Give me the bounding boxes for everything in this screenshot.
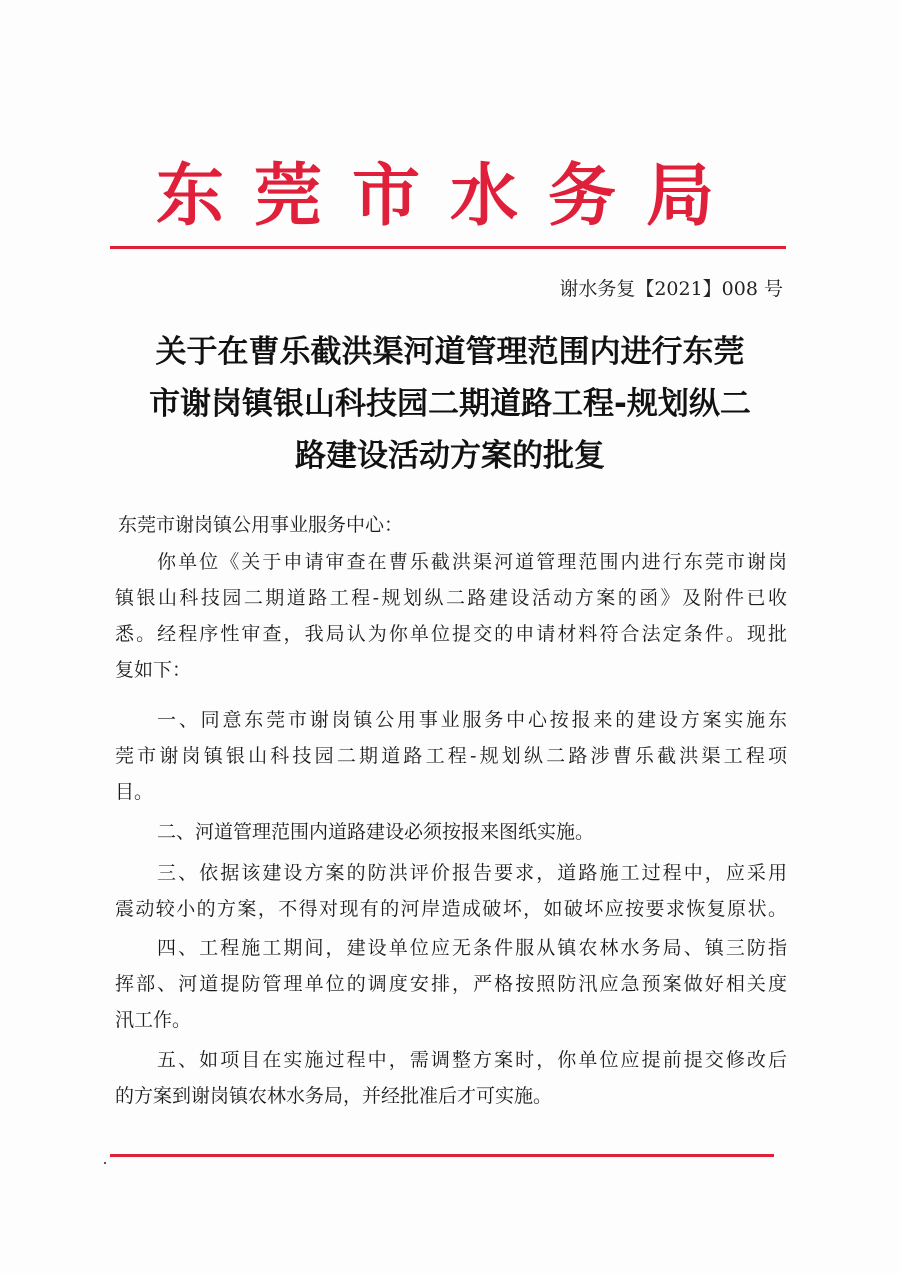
body-paragraph-item-4 xyxy=(115,930,787,1038)
paragraph-line: 一、同意东莞市谢岗镇公用事业服务中心按报来的建设方案实施东 xyxy=(157,709,787,731)
scan-speck xyxy=(104,1162,106,1164)
paragraph-line: 目。 xyxy=(115,781,154,803)
paragraph-line: 二、河道管理范围内道路建设必须按报来图纸实施。 xyxy=(157,821,595,843)
salutation: 东莞市谢岗镇公用事业服务中心： xyxy=(118,514,404,536)
title-line: 关于在曹乐截洪渠河道管理范围内进行东莞 xyxy=(155,334,745,370)
title-line: 路建设活动方案的批复 xyxy=(295,438,605,474)
body-paragraph-intro xyxy=(115,544,787,688)
paragraph-line: 镇银山科技园二期道路工程-规划纵二路建设活动方案的函》及附件已收 xyxy=(115,587,787,609)
paragraph-line: 挥部、河道提防管理单位的调度安排，严格按照防汛应急预案做好相关度 xyxy=(115,973,787,995)
body-paragraph-item-3 xyxy=(115,855,787,927)
paragraph-line: 震动较小的方案，不得对现有的河岸造成破坏，如破坏应按要求恢复原状。 xyxy=(115,898,787,920)
paragraph-line: 莞市谢岗镇银山科技园二期道路工程-规划纵二路涉曹乐截洪渠工程项 xyxy=(115,745,787,767)
body-paragraph-item-2 xyxy=(115,814,787,850)
document-title xyxy=(120,326,780,482)
paragraph-line: 悉。经程序性审查，我局认为你单位提交的申请材料符合法定条件。现批 xyxy=(115,623,787,645)
paragraph-line: 的方案到谢岗镇农林水务局，并经批准后才可实施。 xyxy=(115,1085,553,1107)
body-paragraph-item-5 xyxy=(115,1042,787,1114)
document-number: 谢水务复【2021】008 号 xyxy=(559,278,783,300)
masthead-red-rule xyxy=(110,246,786,249)
body-paragraph-item-1 xyxy=(115,702,787,810)
agency-masthead: 东莞市水务局 xyxy=(155,157,744,236)
title-line: 市谢岗镇银山科技园二期道路工程-规划纵二 xyxy=(149,386,751,422)
paragraph-line: 三、依据该建设方案的防洪评价报告要求，道路施工过程中，应采用 xyxy=(157,862,787,884)
footer-red-rule xyxy=(110,1154,774,1157)
paragraph-line: 五、如项目在实施过程中，需调整方案时，你单位应提前提交修改后 xyxy=(157,1049,787,1071)
paragraph-line: 复如下： xyxy=(115,659,192,681)
paragraph-line: 汛工作。 xyxy=(115,1009,192,1031)
paragraph-line: 四、工程施工期间，建设单位应无条件服从镇农林水务局、镇三防指 xyxy=(157,937,787,959)
paragraph-line: 你单位《关于申请审查在曹乐截洪渠河道管理范围内进行东莞市谢岗 xyxy=(157,551,787,573)
